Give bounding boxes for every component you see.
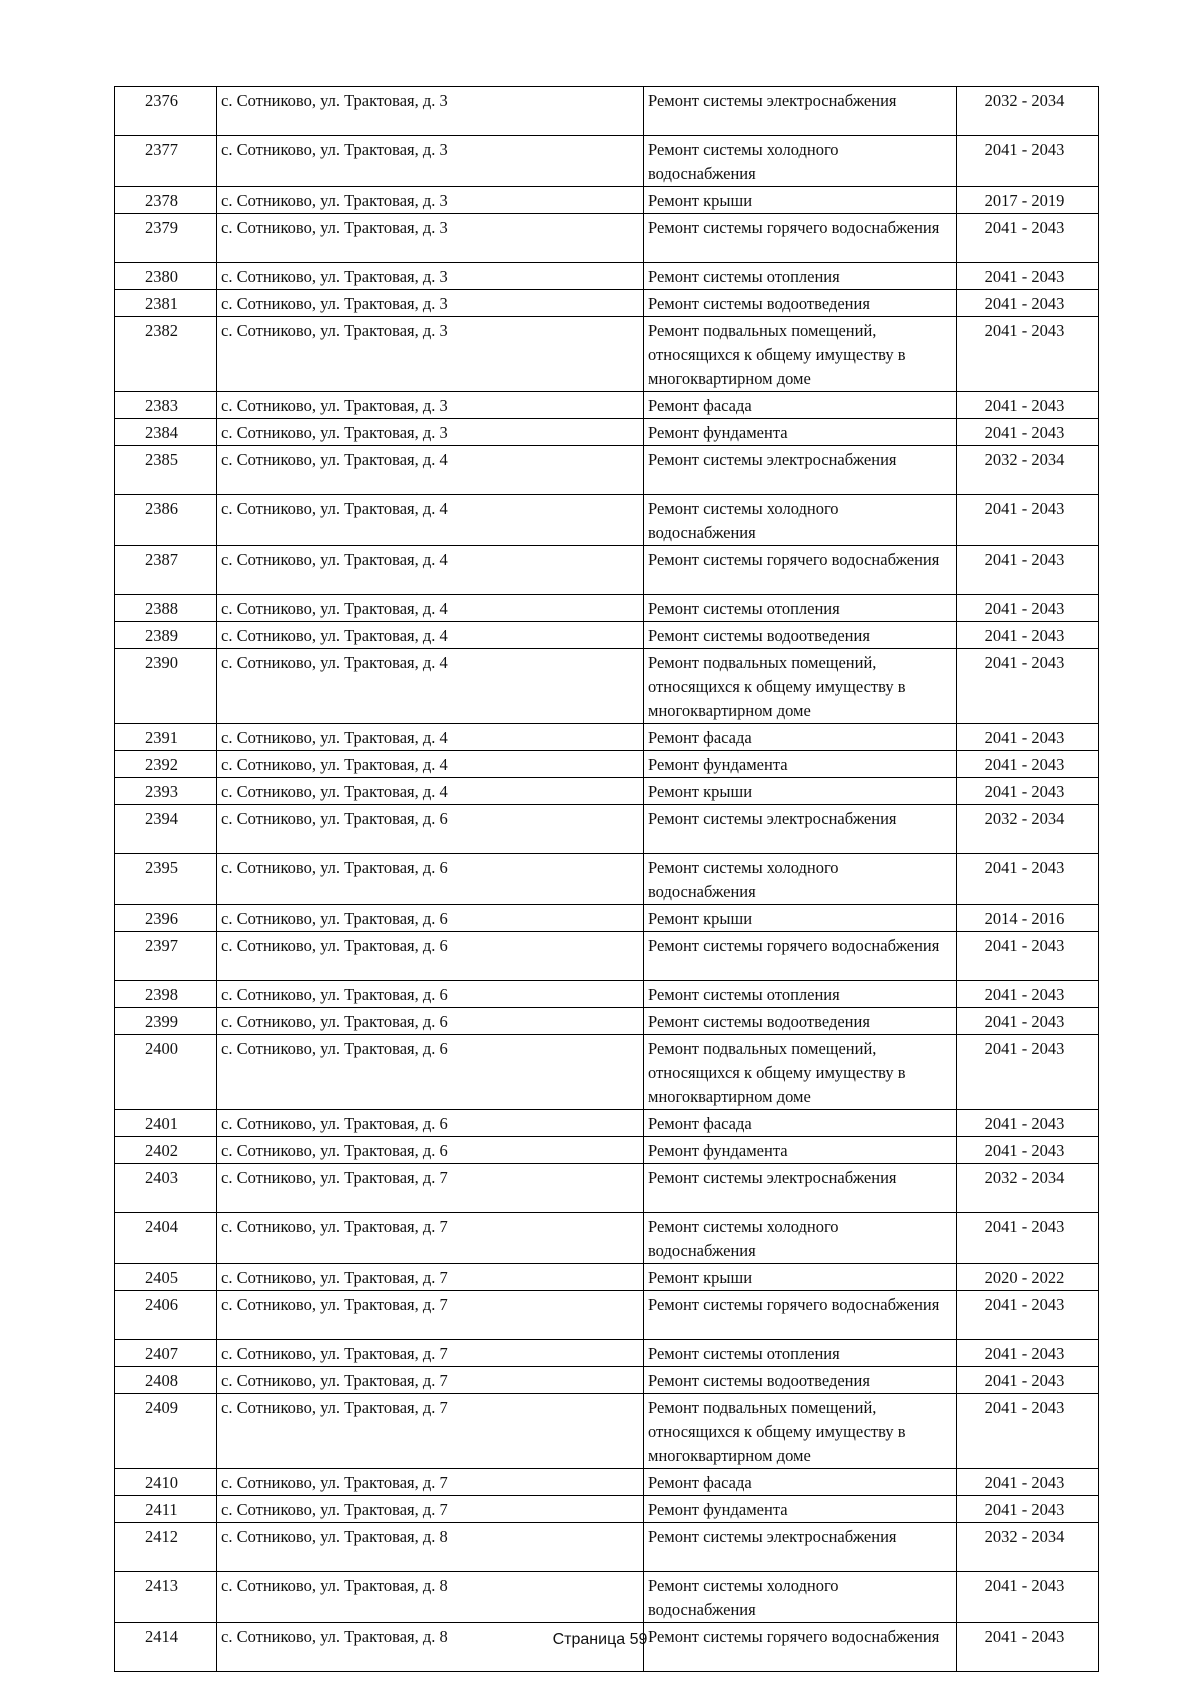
address-cell: с. Сотниково, ул. Трактовая, д. 7 [217,1496,644,1523]
period-cell: 2041 - 2043 [957,981,1099,1008]
period-cell: 2041 - 2043 [957,854,1099,905]
row-number-cell: 2377 [115,136,217,187]
table-row [115,263,1099,290]
table-row [115,1496,1099,1523]
address-cell: с. Сотниково, ул. Трактовая, д. 3 [217,214,644,263]
row-number-cell: 2389 [115,622,217,649]
work-type-cell: Ремонт фундамента [644,1496,957,1523]
work-type-cell: Ремонт крыши [644,905,957,932]
work-type-cell: Ремонт системы отопления [644,595,957,622]
row-number-cell: 2397 [115,932,217,981]
address-cell: с. Сотниково, ул. Трактовая, д. 4 [217,546,644,595]
period-cell: 2032 - 2034 [957,1164,1099,1213]
row-number-cell: 2405 [115,1264,217,1291]
period-cell: 2032 - 2034 [957,805,1099,854]
period-cell: 2041 - 2043 [957,1291,1099,1340]
work-type-cell: Ремонт системы горячего водоснабжения [644,546,957,595]
row-number-cell: 2386 [115,495,217,546]
address-cell: с. Сотниково, ул. Трактовая, д. 6 [217,1035,644,1110]
work-type-cell: Ремонт системы отопления [644,263,957,290]
work-type-cell: Ремонт системы электроснабжения [644,87,957,136]
table-row [115,1469,1099,1496]
row-number-cell: 2412 [115,1523,217,1572]
work-type-cell: Ремонт подвальных помещений, относящихся к общему имуществу в многоквартирном доме [644,317,957,392]
address-cell: с. Сотниково, ул. Трактовая, д. 3 [217,136,644,187]
row-number-cell: 2385 [115,446,217,495]
work-type-cell: Ремонт фундамента [644,419,957,446]
period-cell: 2041 - 2043 [957,595,1099,622]
work-type-cell: Ремонт фасада [644,1110,957,1137]
row-number-cell: 2400 [115,1035,217,1110]
work-type-cell: Ремонт подвальных помещений, относящихся к общему имуществу в многоквартирном доме [644,1394,957,1469]
period-cell: 2041 - 2043 [957,724,1099,751]
table-row [115,1213,1099,1264]
work-type-cell: Ремонт системы водоотведения [644,622,957,649]
table-row [115,419,1099,446]
row-number-cell: 2404 [115,1213,217,1264]
work-type-cell: Ремонт фасада [644,392,957,419]
table-row [115,1264,1099,1291]
row-number-cell: 2398 [115,981,217,1008]
row-number-cell: 2381 [115,290,217,317]
address-cell: с. Сотниково, ул. Трактовая, д. 6 [217,805,644,854]
row-number-cell: 2383 [115,392,217,419]
table-row [115,187,1099,214]
table-row [115,724,1099,751]
row-number-cell: 2406 [115,1291,217,1340]
row-number-cell: 2396 [115,905,217,932]
period-cell: 2020 - 2022 [957,1264,1099,1291]
address-cell: с. Сотниково, ул. Трактовая, д. 3 [217,87,644,136]
period-cell: 2041 - 2043 [957,392,1099,419]
work-type-cell: Ремонт крыши [644,1264,957,1291]
address-cell: с. Сотниково, ул. Трактовая, д. 7 [217,1164,644,1213]
row-number-cell: 2413 [115,1572,217,1623]
work-type-cell: Ремонт системы холодного водоснабжения [644,1213,957,1264]
address-cell: с. Сотниково, ул. Трактовая, д. 3 [217,290,644,317]
row-number-cell: 2376 [115,87,217,136]
table-row [115,1035,1099,1110]
address-cell: с. Сотниково, ул. Трактовая, д. 7 [217,1264,644,1291]
period-cell: 2041 - 2043 [957,1008,1099,1035]
address-cell: с. Сотниково, ул. Трактовая, д. 7 [217,1469,644,1496]
table-row [115,1572,1099,1623]
table-row [115,649,1099,724]
work-type-cell: Ремонт крыши [644,778,957,805]
row-number-cell: 2388 [115,595,217,622]
work-type-cell: Ремонт подвальных помещений, относящихся к общему имуществу в многоквартирном доме [644,649,957,724]
table-row [115,805,1099,854]
table-row [115,1291,1099,1340]
period-cell: 2041 - 2043 [957,751,1099,778]
address-cell: с. Сотниково, ул. Трактовая, д. 7 [217,1291,644,1340]
address-cell: с. Сотниково, ул. Трактовая, д. 3 [217,263,644,290]
work-type-cell: Ремонт системы горячего водоснабжения [644,1623,957,1672]
work-type-cell: Ремонт системы отопления [644,1340,957,1367]
table-row [115,1394,1099,1469]
row-number-cell: 2395 [115,854,217,905]
period-cell: 2041 - 2043 [957,263,1099,290]
work-type-cell: Ремонт системы отопления [644,981,957,1008]
work-type-cell: Ремонт фасада [644,724,957,751]
period-cell: 2041 - 2043 [957,419,1099,446]
work-type-cell: Ремонт системы горячего водоснабжения [644,214,957,263]
work-type-cell: Ремонт фундамента [644,1137,957,1164]
address-cell: с. Сотниково, ул. Трактовая, д. 3 [217,419,644,446]
row-number-cell: 2394 [115,805,217,854]
period-cell: 2032 - 2034 [957,87,1099,136]
address-cell: с. Сотниково, ул. Трактовая, д. 3 [217,187,644,214]
repair-schedule-table [114,86,1099,1672]
address-cell: с. Сотниково, ул. Трактовая, д. 6 [217,932,644,981]
row-number-cell: 2401 [115,1110,217,1137]
table-row [115,87,1099,136]
period-cell: 2014 - 2016 [957,905,1099,932]
table-row [115,495,1099,546]
period-cell: 2041 - 2043 [957,290,1099,317]
period-cell: 2041 - 2043 [957,1496,1099,1523]
work-type-cell: Ремонт системы водоотведения [644,1367,957,1394]
table-row [115,1340,1099,1367]
period-cell: 2041 - 2043 [957,1137,1099,1164]
table-row [115,136,1099,187]
address-cell: с. Сотниково, ул. Трактовая, д. 6 [217,905,644,932]
period-cell: 2041 - 2043 [957,1572,1099,1623]
period-cell: 2032 - 2034 [957,1523,1099,1572]
table-row [115,854,1099,905]
address-cell: с. Сотниково, ул. Трактовая, д. 4 [217,724,644,751]
period-cell: 2032 - 2034 [957,446,1099,495]
work-type-cell: Ремонт системы электроснабжения [644,446,957,495]
row-number-cell: 2410 [115,1469,217,1496]
work-type-cell: Ремонт фасада [644,1469,957,1496]
work-type-cell: Ремонт системы холодного водоснабжения [644,854,957,905]
period-cell: 2041 - 2043 [957,214,1099,263]
table-row [115,392,1099,419]
period-cell: 2041 - 2043 [957,546,1099,595]
period-cell: 2041 - 2043 [957,1367,1099,1394]
work-type-cell: Ремонт системы электроснабжения [644,1164,957,1213]
row-number-cell: 2379 [115,214,217,263]
work-type-cell: Ремонт системы водоотведения [644,290,957,317]
row-number-cell: 2380 [115,263,217,290]
work-type-cell: Ремонт системы горячего водоснабжения [644,1291,957,1340]
address-cell: с. Сотниково, ул. Трактовая, д. 6 [217,1110,644,1137]
table-row [115,1137,1099,1164]
table-row [115,214,1099,263]
period-cell: 2041 - 2043 [957,136,1099,187]
table-row [115,1523,1099,1572]
address-cell: с. Сотниково, ул. Трактовая, д. 6 [217,854,644,905]
row-number-cell: 2390 [115,649,217,724]
period-cell: 2017 - 2019 [957,187,1099,214]
row-number-cell: 2391 [115,724,217,751]
table-row [115,546,1099,595]
period-cell: 2041 - 2043 [957,1035,1099,1110]
address-cell: с. Сотниково, ул. Трактовая, д. 4 [217,622,644,649]
period-cell: 2041 - 2043 [957,317,1099,392]
table-row [115,1110,1099,1137]
row-number-cell: 2384 [115,419,217,446]
address-cell: с. Сотниково, ул. Трактовая, д. 7 [217,1340,644,1367]
work-type-cell: Ремонт системы электроснабжения [644,1523,957,1572]
table-row [115,595,1099,622]
table-row [115,317,1099,392]
address-cell: с. Сотниково, ул. Трактовая, д. 6 [217,1008,644,1035]
table-row [115,1367,1099,1394]
page-number: Страница 59 [552,1631,648,1648]
table-row [115,1164,1099,1213]
work-type-cell: Ремонт крыши [644,187,957,214]
period-cell: 2041 - 2043 [957,1110,1099,1137]
table-row [115,905,1099,932]
period-cell: 2041 - 2043 [957,622,1099,649]
work-type-cell: Ремонт системы водоотведения [644,1008,957,1035]
address-cell: с. Сотниково, ул. Трактовая, д. 4 [217,595,644,622]
row-number-cell: 2403 [115,1164,217,1213]
table-row [115,1008,1099,1035]
row-number-cell: 2399 [115,1008,217,1035]
row-number-cell: 2402 [115,1137,217,1164]
row-number-cell: 2392 [115,751,217,778]
address-cell: с. Сотниково, ул. Трактовая, д. 7 [217,1213,644,1264]
period-cell: 2041 - 2043 [957,495,1099,546]
row-number-cell: 2414 [115,1623,217,1672]
work-type-cell: Ремонт системы холодного водоснабжения [644,495,957,546]
address-cell: с. Сотниково, ул. Трактовая, д. 8 [217,1523,644,1572]
address-cell: с. Сотниково, ул. Трактовая, д. 8 [217,1572,644,1623]
period-cell: 2041 - 2043 [957,1394,1099,1469]
row-number-cell: 2387 [115,546,217,595]
period-cell: 2041 - 2043 [957,932,1099,981]
period-cell: 2041 - 2043 [957,1340,1099,1367]
period-cell: 2041 - 2043 [957,778,1099,805]
period-cell: 2041 - 2043 [957,1213,1099,1264]
address-cell: с. Сотниково, ул. Трактовая, д. 4 [217,446,644,495]
work-type-cell: Ремонт системы электроснабжения [644,805,957,854]
period-cell: 2041 - 2043 [957,1469,1099,1496]
address-cell: с. Сотниково, ул. Трактовая, д. 4 [217,751,644,778]
work-type-cell: Ремонт системы холодного водоснабжения [644,1572,957,1623]
address-cell: с. Сотниково, ул. Трактовая, д. 8 [217,1623,644,1672]
table-body [115,87,1099,1672]
address-cell: с. Сотниково, ул. Трактовая, д. 4 [217,649,644,724]
work-type-cell: Ремонт системы горячего водоснабжения [644,932,957,981]
work-type-cell: Ремонт системы холодного водоснабжения [644,136,957,187]
address-cell: с. Сотниково, ул. Трактовая, д. 6 [217,981,644,1008]
table-row [115,778,1099,805]
table-row [115,622,1099,649]
address-cell: с. Сотниково, ул. Трактовая, д. 6 [217,1137,644,1164]
address-cell: с. Сотниково, ул. Трактовая, д. 7 [217,1394,644,1469]
row-number-cell: 2407 [115,1340,217,1367]
address-cell: с. Сотниково, ул. Трактовая, д. 3 [217,317,644,392]
row-number-cell: 2378 [115,187,217,214]
table-row [115,751,1099,778]
table-row [115,290,1099,317]
work-type-cell: Ремонт фундамента [644,751,957,778]
address-cell: с. Сотниково, ул. Трактовая, д. 4 [217,495,644,546]
table-row [115,932,1099,981]
table-row [115,446,1099,495]
row-number-cell: 2409 [115,1394,217,1469]
period-cell: 2041 - 2043 [957,1623,1099,1672]
row-number-cell: 2393 [115,778,217,805]
address-cell: с. Сотниково, ул. Трактовая, д. 4 [217,778,644,805]
period-cell: 2041 - 2043 [957,649,1099,724]
row-number-cell: 2408 [115,1367,217,1394]
work-type-cell: Ремонт подвальных помещений, относящихся к общему имуществу в многоквартирном доме [644,1035,957,1110]
address-cell: с. Сотниково, ул. Трактовая, д. 7 [217,1367,644,1394]
row-number-cell: 2382 [115,317,217,392]
row-number-cell: 2411 [115,1496,217,1523]
address-cell: с. Сотниково, ул. Трактовая, д. 3 [217,392,644,419]
table-row [115,981,1099,1008]
